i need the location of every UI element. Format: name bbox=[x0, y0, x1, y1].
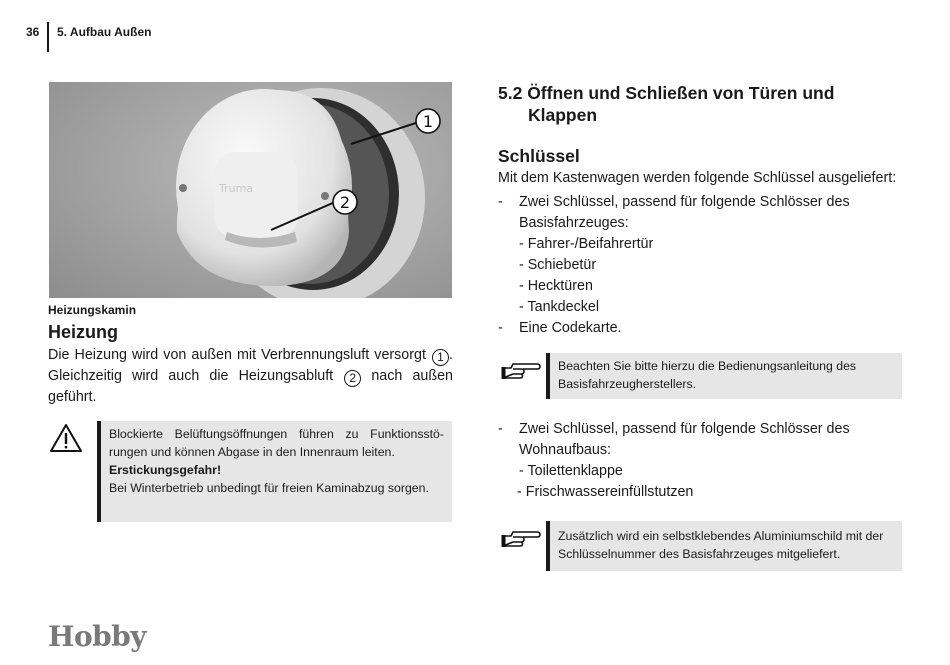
svg-text:1: 1 bbox=[422, 112, 434, 131]
callout-2 bbox=[333, 190, 357, 214]
warning-box bbox=[97, 421, 452, 522]
sub-list-item: - Toilettenklappe bbox=[519, 463, 623, 479]
reference-2: 2 bbox=[344, 370, 361, 387]
heater-chimney-photo bbox=[49, 82, 452, 298]
heating-text-1: Die Heizung wird von außen mit Verbrennungsluft versorgt bbox=[48, 347, 432, 363]
list-dash: - bbox=[498, 421, 503, 437]
chapter-title: 5. Aufbau Außen bbox=[57, 25, 152, 39]
warning-text: Blockierte Belüftungsöffnungen führen zu Funktionsstö-rungen und können Abgase in den Innenraum leiten. bbox=[109, 427, 444, 459]
pointing-hand-icon bbox=[501, 360, 541, 382]
section-title-line-1: 5.2 Öffnen und Schließen von Türen und bbox=[498, 83, 835, 103]
svg-text:Truma: Truma bbox=[219, 182, 254, 195]
list-item: Zwei Schlüssel, passend für folgende Schlösser des bbox=[519, 421, 850, 437]
sub-list-item: - Hecktüren bbox=[519, 278, 593, 294]
warning-text-2: Bei Winterbetrieb unbedingt für freien Kaminabzug sorgen. bbox=[109, 481, 429, 495]
section-title bbox=[498, 82, 834, 126]
list-item-continued: Basisfahrzeuges: bbox=[519, 215, 629, 231]
header-divider bbox=[47, 22, 49, 52]
reference-1: 1 bbox=[432, 349, 449, 366]
heating-heading: Heizung bbox=[48, 322, 118, 342]
hint-box: Zusätzlich wird ein selbstklebendes Aluminiumschild mit der Schlüsselnummer des Basisfahrzeuges mitgeliefert. bbox=[546, 521, 902, 571]
sub-list-item: - Fahrer-/Beifahrertür bbox=[519, 236, 654, 252]
heating-paragraph bbox=[48, 345, 453, 408]
list-item-continued: Wohnaufbaus: bbox=[519, 442, 611, 458]
brand-logo: Hobby bbox=[48, 620, 147, 653]
sub-list-item: - Schiebetür bbox=[519, 257, 597, 273]
list-dash: - bbox=[498, 320, 503, 336]
hint-box: Beachten Sie bitte hierzu die Bedienungsanleitung des Basisfahrzeugherstellers. bbox=[546, 353, 902, 399]
callout-1 bbox=[416, 109, 440, 133]
heating-text-3: nach außen geführt. bbox=[48, 368, 453, 405]
list-item: Zwei Schlüssel, passend für folgende Schlösser des bbox=[519, 194, 850, 210]
keys-intro: Mit dem Kastenwagen werden folgende Schlüssel ausgeliefert: bbox=[498, 170, 897, 186]
list-item: Eine Codekarte. bbox=[519, 320, 622, 336]
pointing-hand-icon bbox=[501, 528, 541, 550]
heating-text-2: . Gleichzeitig wird auch die Heizungsabluft bbox=[48, 347, 453, 384]
sub-list-item: - Frischwassereinfüllstutzen bbox=[517, 484, 694, 500]
section-title-line-2: Klappen bbox=[528, 105, 598, 125]
sub-list-item: - Tankdeckel bbox=[519, 299, 600, 315]
svg-text:2: 2 bbox=[339, 193, 351, 212]
warning-emphasis: Erstickungsgefahr! bbox=[109, 463, 222, 477]
page-number: 36 bbox=[26, 25, 40, 39]
keys-heading: Schlüssel bbox=[498, 146, 580, 166]
figure-caption: Heizungskamin bbox=[48, 303, 137, 317]
list-dash: - bbox=[498, 194, 503, 210]
warning-triangle-icon bbox=[49, 423, 83, 453]
